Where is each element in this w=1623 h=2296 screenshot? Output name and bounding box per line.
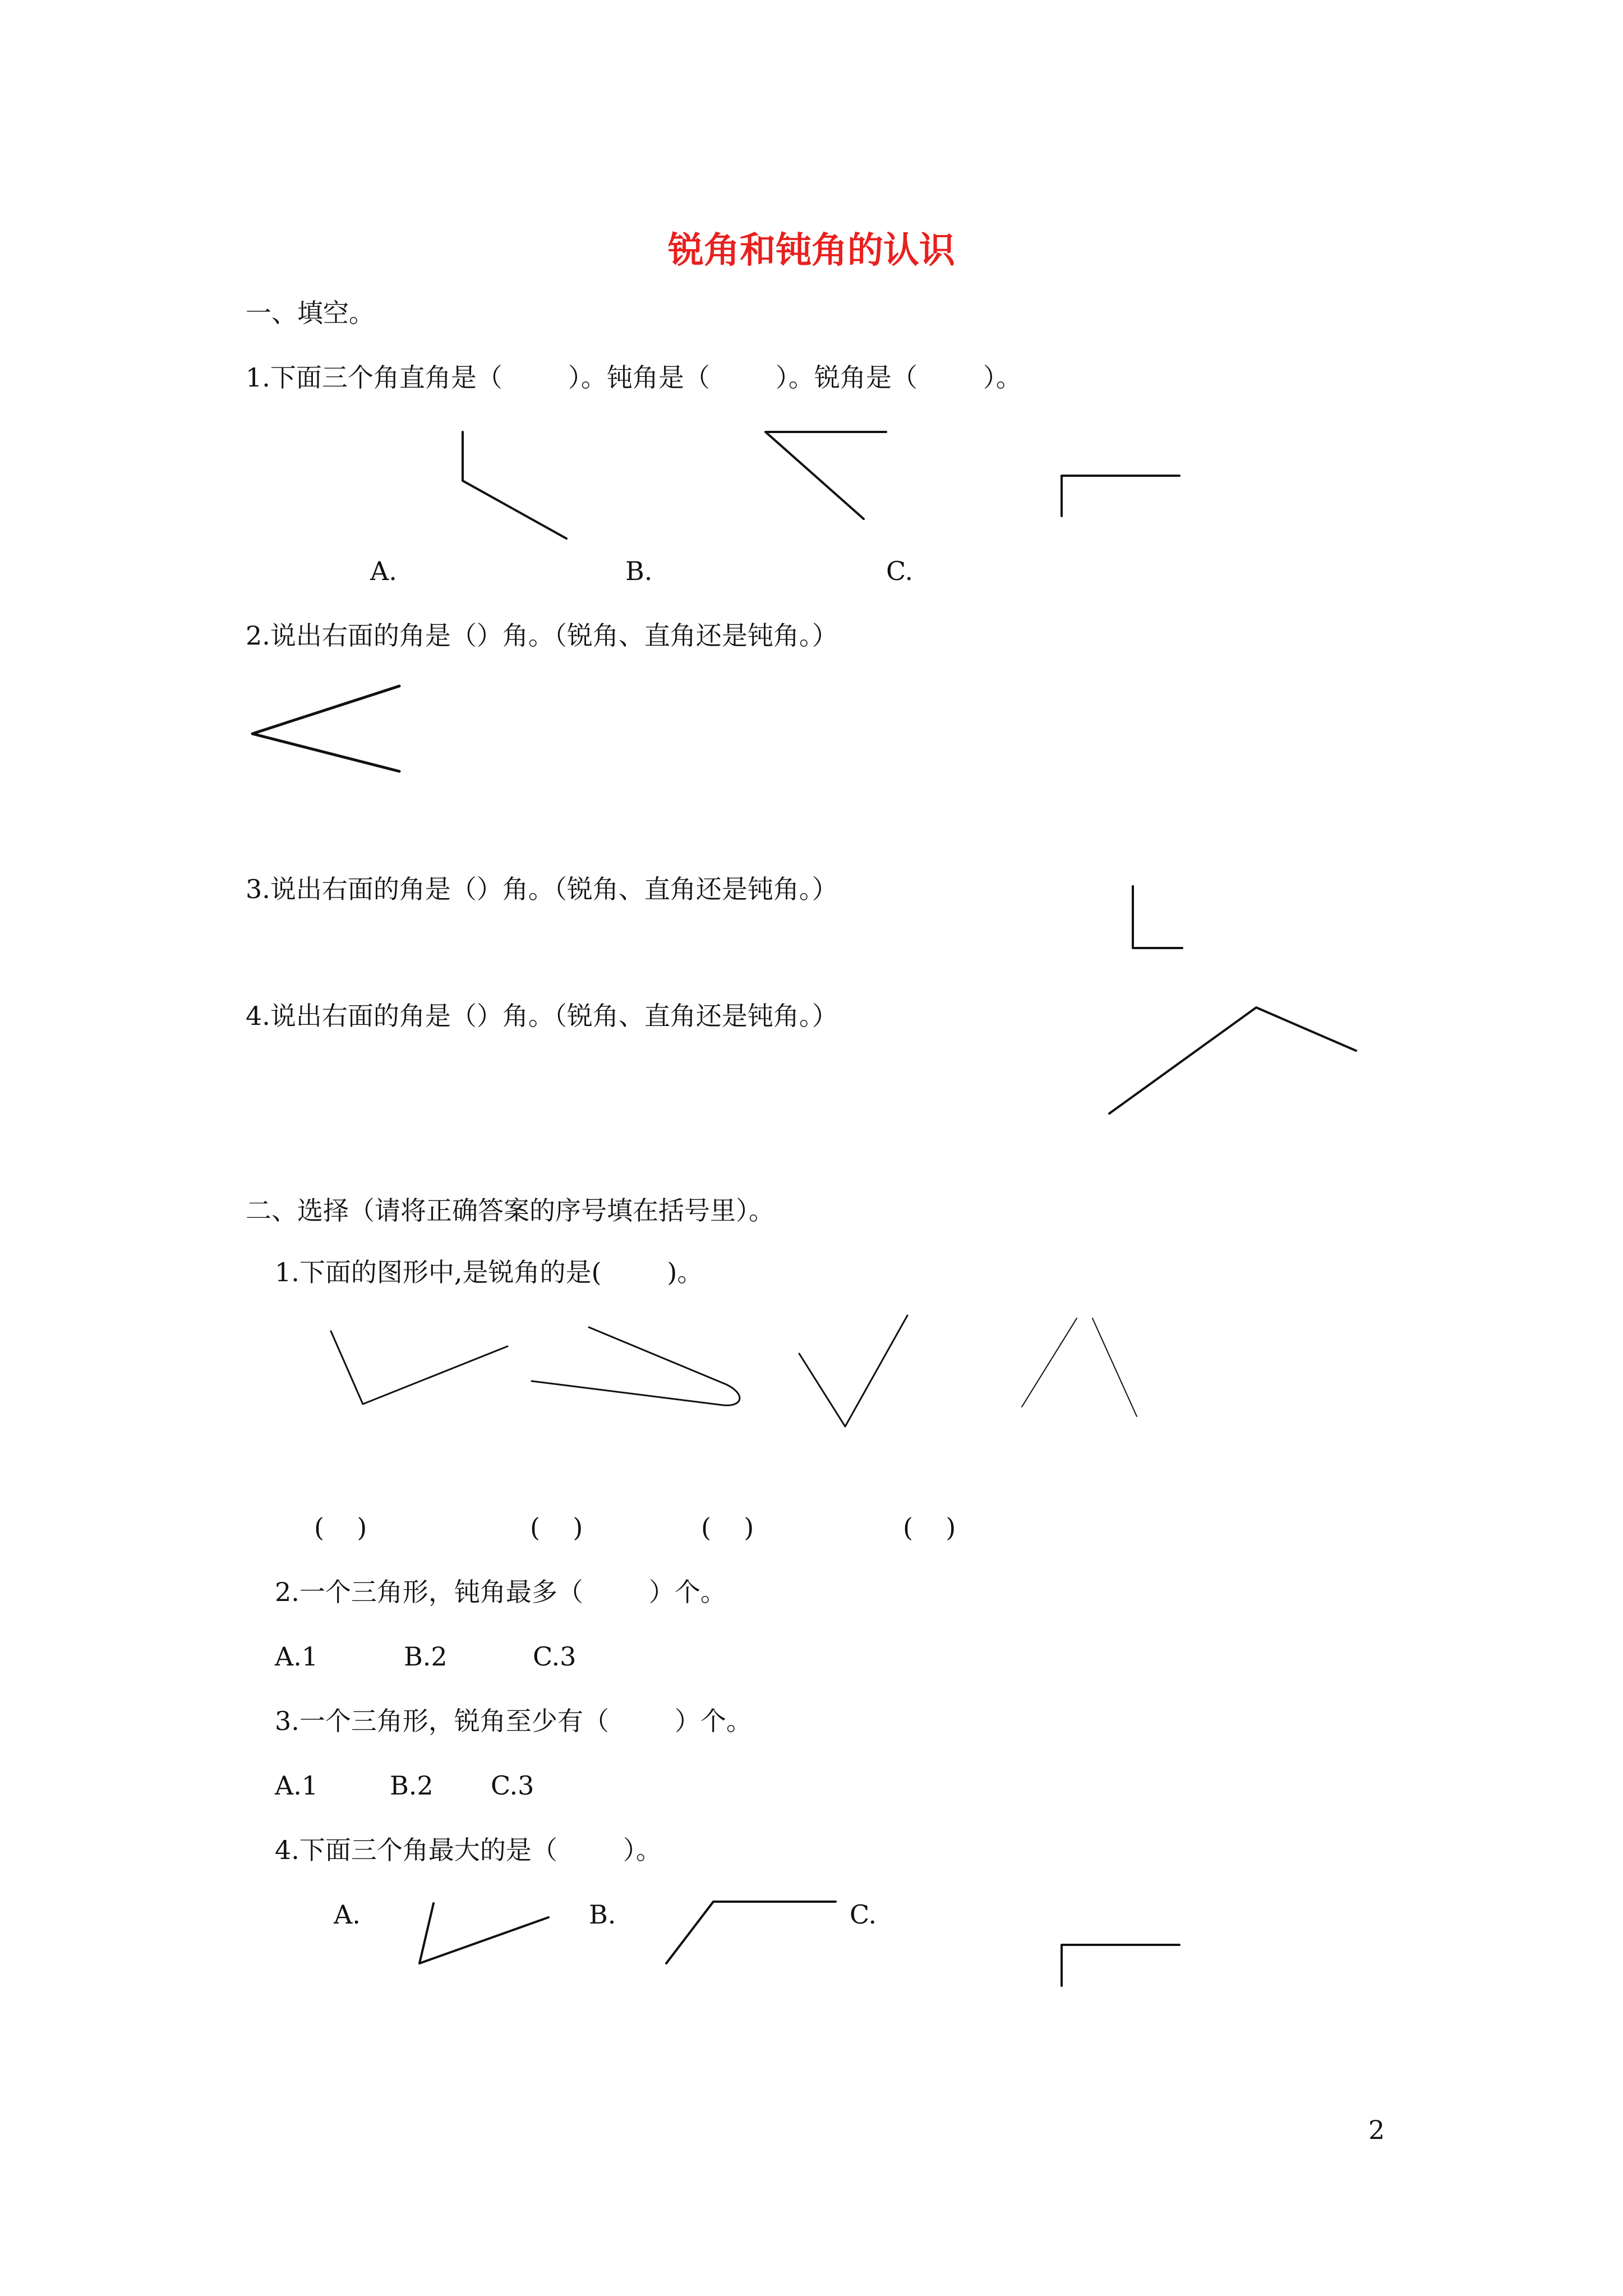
s2-q4-angle-a [419,1903,548,1963]
s2-q3-option-c: C.3 [491,1770,534,1801]
s1-q2-angle [252,686,399,771]
page-number: 2 [1368,2115,1385,2145]
s2-q1-text: 1.下面的图形中,是锐角的是( )。 [275,1257,703,1287]
s1-q1-label-b: B. [625,556,653,586]
s1-q4-text: 4.说出右面的角是（）角。（锐角、直角还是钝角。） [246,1001,838,1031]
section1-heading: 一、填空。 [246,298,375,328]
s2-q4-angle-b [666,1902,836,1963]
page-title: 锐角和钝角的认识 [668,230,955,272]
s2-q1-figure-4-right [1092,1318,1137,1416]
s2-q1-figure-4-left [1022,1318,1077,1407]
s2-q1-blank-4: ( ) [903,1512,956,1543]
s2-q1-figure-1 [331,1331,508,1404]
section2-heading: 二、选择（请将正确答案的序号填在括号里）。 [246,1195,774,1226]
s2-q2-option-c: C.3 [533,1641,577,1672]
s2-q3-text: 3.一个三角形，锐角至少有（ ）个。 [275,1706,752,1736]
s2-q4-angle-c [1062,1945,1179,1986]
s1-q1-label-a: A. [370,556,397,586]
s1-q1-angle-a [463,432,566,539]
s1-q1-angle-b [766,432,886,519]
s2-q1-figure-3 [799,1315,907,1427]
s1-q2-text: 2.说出右面的角是（）角。（锐角、直角还是钝角。） [246,620,838,651]
s2-q3-option-b: B.2 [390,1770,434,1801]
s2-q1-figure-2 [532,1327,740,1405]
s2-q4-label-b: B. [589,1899,616,1930]
s1-q1-angle-c [1062,476,1179,516]
s1-q1-label-c: C. [886,556,914,586]
s1-q3-text: 3.说出右面的角是（）角。（锐角、直角还是钝角。） [246,874,838,904]
s2-q3-option-a: A.1 [275,1770,319,1801]
s2-q2-option-a: A.1 [275,1641,319,1672]
s2-q4-label-a: A. [334,1899,361,1930]
s2-q1-blank-2: ( ) [530,1512,583,1543]
s2-q1-blank-3: ( ) [701,1512,754,1543]
s2-q2-option-b: B.2 [404,1641,448,1672]
s2-q2-text: 2.一个三角形，钝角最多（ ）个。 [275,1577,726,1607]
s2-q4-label-c: C. [850,1899,877,1930]
s2-q1-blank-1: ( ) [314,1512,367,1543]
s1-q3-angle [1133,886,1182,948]
s2-q4-text: 4.下面三个角最大的是（ ）。 [275,1835,662,1865]
s1-q4-angle [1109,1007,1356,1114]
s1-q1-text: 1.下面三个角直角是（ ）。钝角是（ ）。锐角是（ ）。 [246,362,1022,393]
